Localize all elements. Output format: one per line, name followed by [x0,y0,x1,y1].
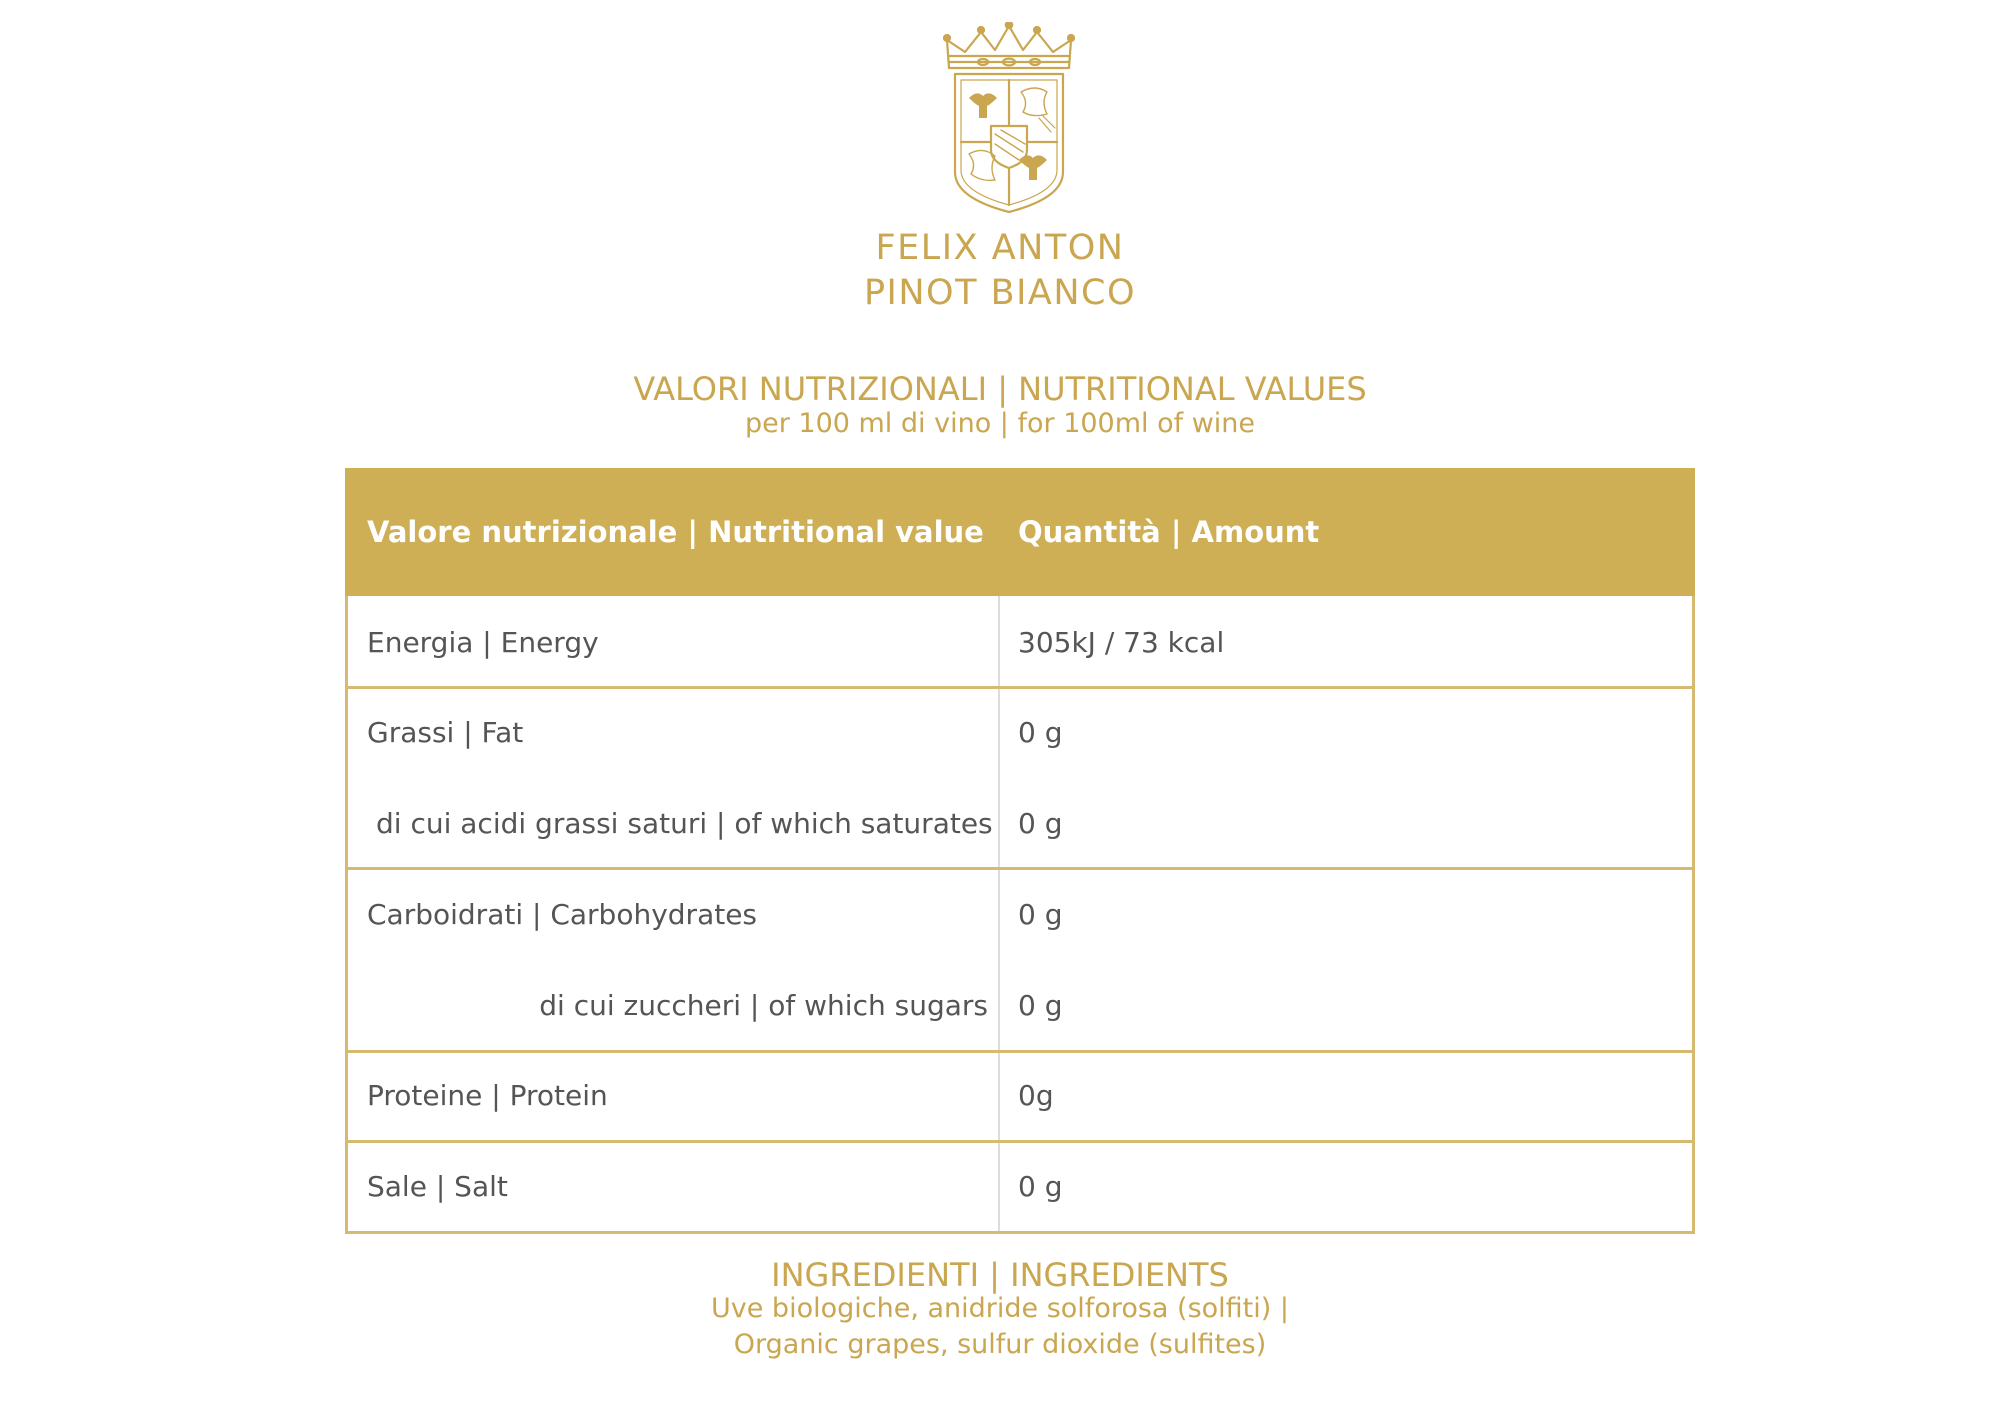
row-divider [348,686,1692,689]
ingredients-english: Organic grapes, sulfur dioxide (sulfites) [733,1329,1267,1360]
row-fat-amount: 0 g [1018,716,1063,749]
table-header [345,468,1695,596]
row-sugars-amount: 0 g [1018,989,1063,1022]
column-header-nutrient: Valore nutrizionale | Nutritional value [367,515,984,549]
row-salt-name: Sale | Salt [367,1170,508,1203]
row-saturates-name: di cui acidi grassi saturi | of which saturates [376,807,993,840]
nutrition-table [345,468,1695,1234]
ingredients-italian: Uve biologiche, anidride solforosa (solfiti) | [711,1293,1289,1324]
row-fat-name: Grassi | Fat [367,716,524,749]
brand-name: FELIX ANTON [875,228,1125,268]
row-divider [348,1050,1692,1053]
row-energy-amount: 305kJ / 73 kcal [1018,626,1225,659]
column-header-amount: Quantità | Amount [1018,515,1320,549]
nutritional-values-heading: VALORI NUTRIZIONALI | NUTRITIONAL VALUES [633,370,1367,408]
row-divider [348,1140,1692,1143]
row-saturates-amount: 0 g [1018,807,1063,840]
wine-name: PINOT BIANCO [863,273,1137,313]
row-carbohydrates-name: Carboidrati | Carbohydrates [367,898,758,931]
column-divider [998,596,1000,1231]
row-protein-name: Proteine | Protein [367,1079,608,1112]
ingredients-heading: INGREDIENTI | INGREDIENTS [771,1256,1229,1294]
row-sugars-name: di cui zuccheri | of which sugars [539,989,988,1022]
nutritional-values-subheading: per 100 ml di vino | for 100ml of wine [744,408,1256,439]
row-protein-amount: 0g [1018,1079,1054,1112]
row-divider [348,867,1692,870]
row-energy-name: Energia | Energy [367,626,599,659]
row-carbohydrates-amount: 0 g [1018,898,1063,931]
row-salt-amount: 0 g [1018,1170,1063,1203]
coat-of-arms-crest-icon [943,22,1075,216]
